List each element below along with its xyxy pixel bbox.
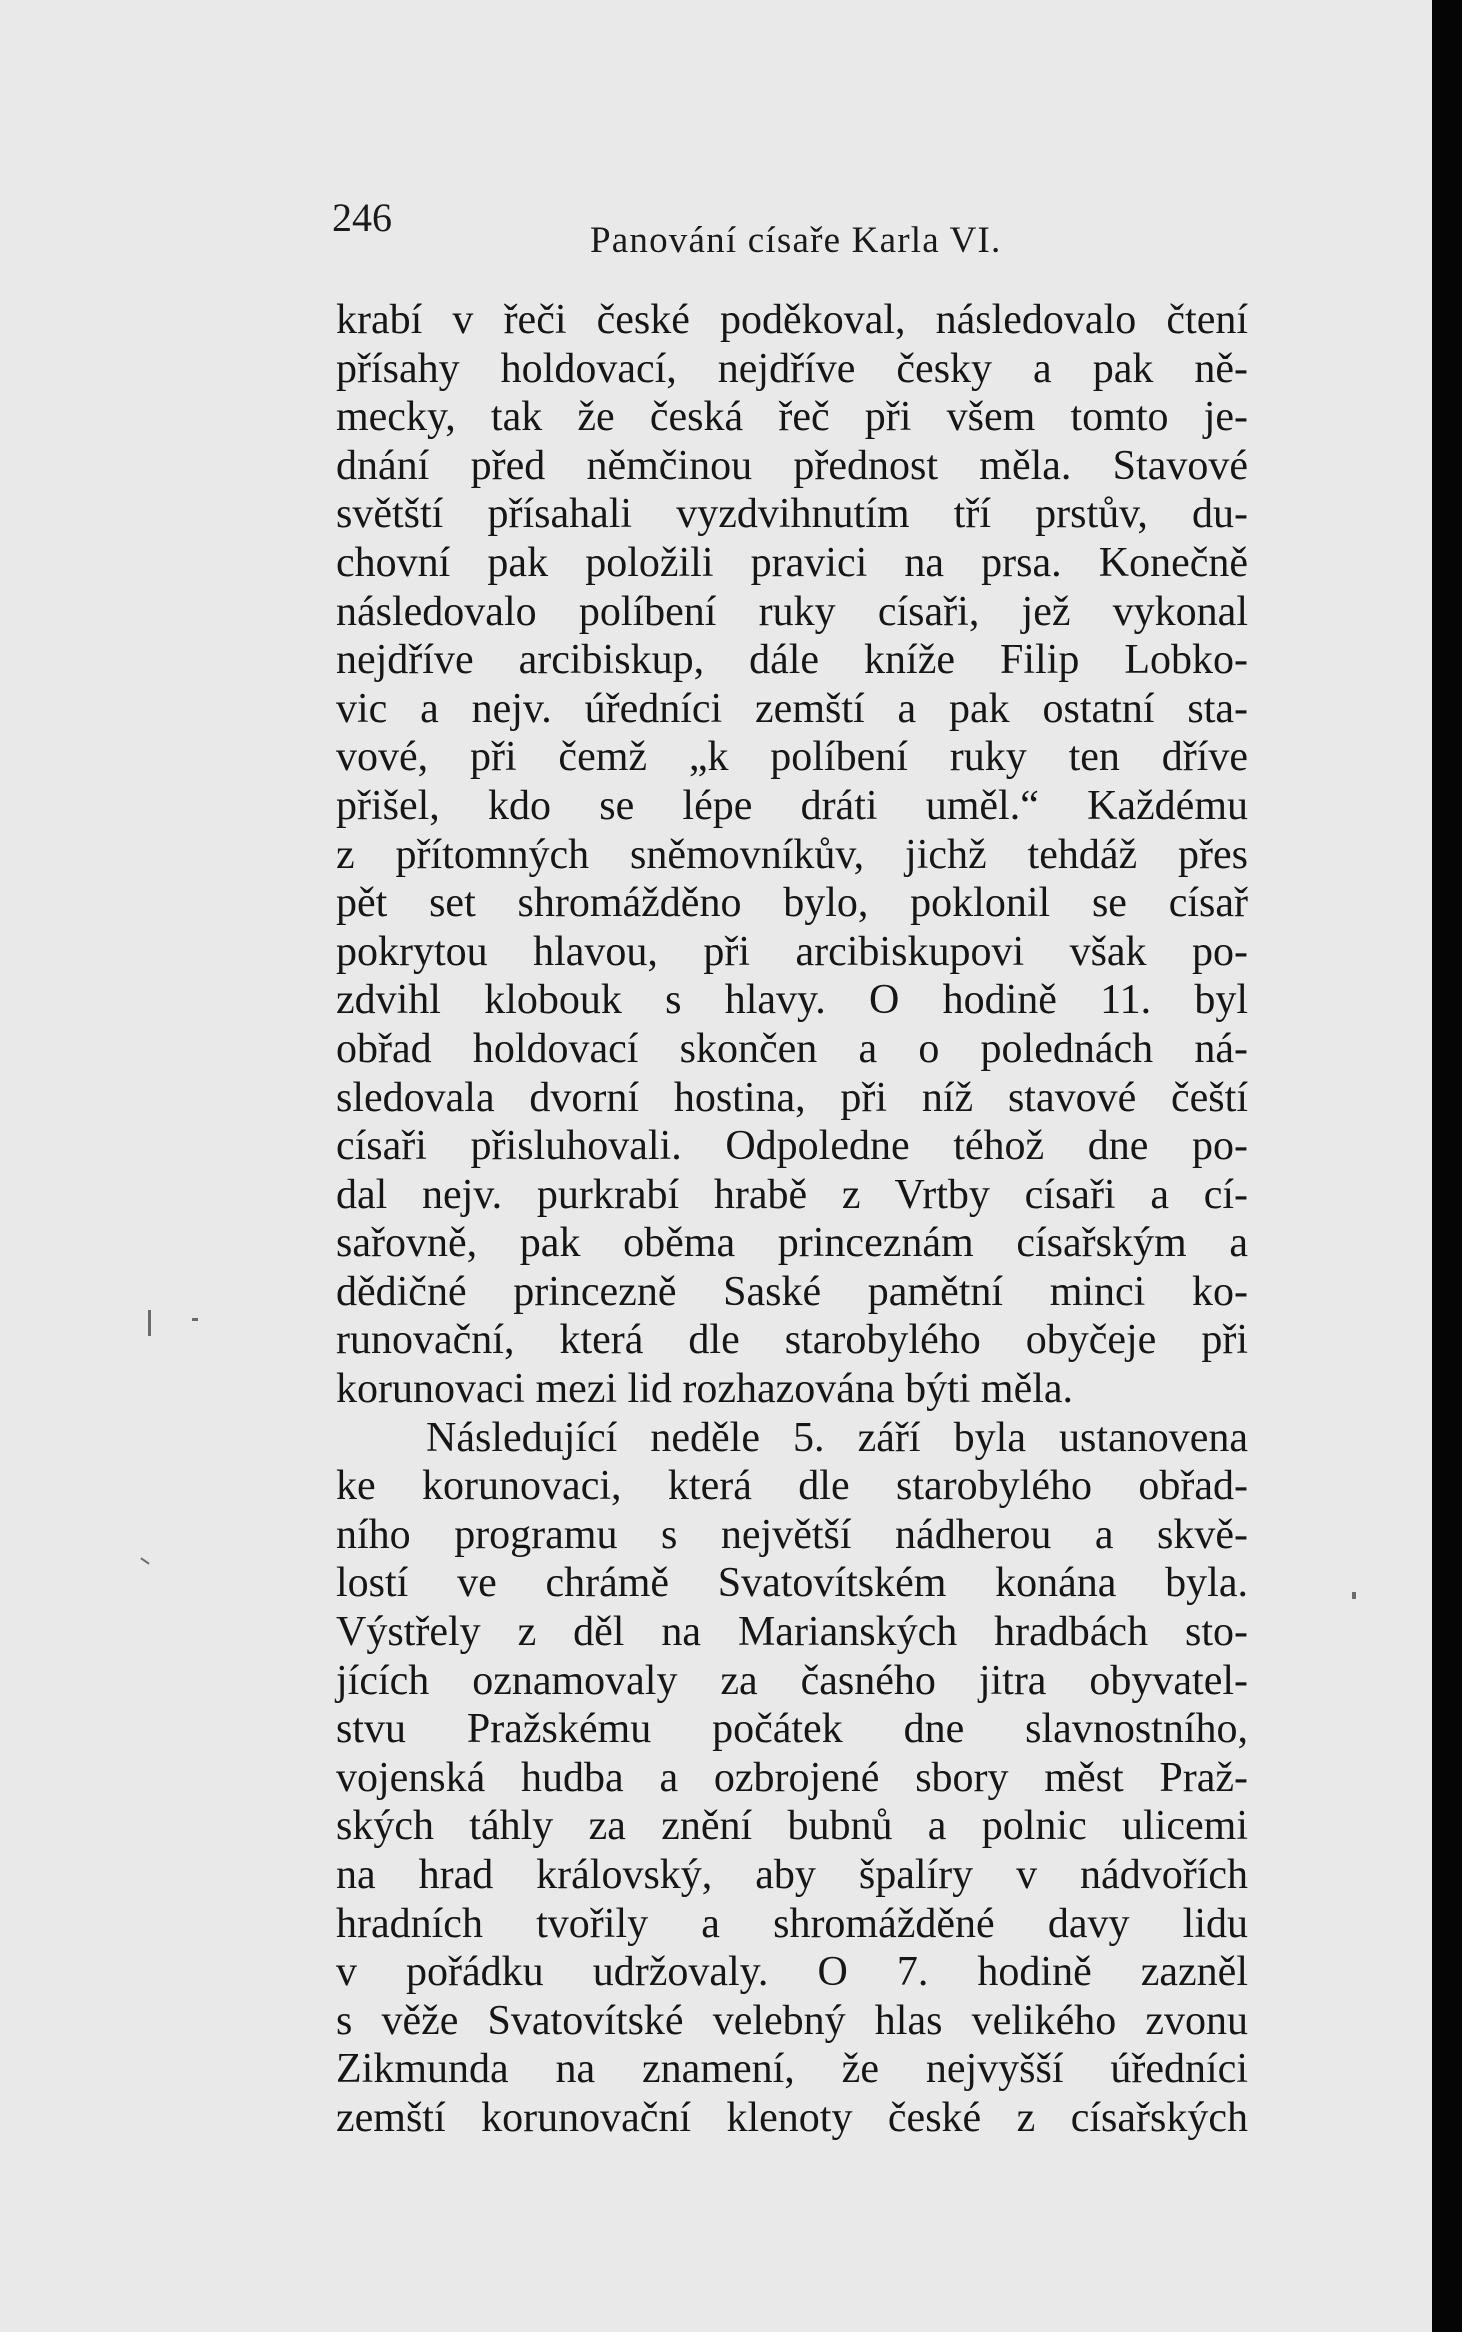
text-line: následovalo políbení ruky císaři, jež vykonal xyxy=(336,588,1248,635)
text-line: korunovaci mezi lid rozhazována býti měla. xyxy=(336,1366,1074,1413)
body-text xyxy=(336,296,1248,2143)
text-line: Výstřely z děl na Marianských hradbách sto- xyxy=(336,1609,1248,1656)
text-line: na hrad královský, aby špalíry v nádvořích xyxy=(336,1852,1248,1898)
text-line: světští přísahali vyzdvihnutím tří prstův, du- xyxy=(336,491,1248,538)
text-line: dědičné princezně Saské pamětní minci ko- xyxy=(336,1268,1248,1315)
scan-speck xyxy=(140,1557,149,1564)
text-line: obřad holdovací skončen a o polednách ná- xyxy=(336,1025,1248,1072)
text-line: sařovně, pak oběma princeznám císařským a xyxy=(336,1220,1248,1267)
text-line: pět set shromážděno bylo, poklonil se císař xyxy=(336,880,1248,927)
text-line: vojenská hudba a ozbrojené sbory měst Praž- xyxy=(336,1754,1248,1801)
text-line: stvu Pražskému počátek dne slavnostního, xyxy=(336,1706,1248,1753)
text-line: dnání před němčinou přednost měla. Stavové xyxy=(336,442,1248,489)
text-line: pokrytou hlavou, při arcibiskupovi však po- xyxy=(336,928,1248,975)
scan-speck xyxy=(192,1318,198,1321)
text-line: přísahy holdovací, nejdříve česky a pak ně- xyxy=(336,345,1248,392)
text-line: dal nejv. purkrabí hrabě z Vrtby císaři a cí- xyxy=(336,1171,1248,1218)
text-line: sledovala dvorní hostina, při níž stavové čeští xyxy=(336,1074,1248,1121)
text-line: krabí v řeči české poděkoval, následovalo čtení xyxy=(336,297,1248,343)
text-line: ke korunovaci, která dle starobylého obřad- xyxy=(336,1463,1248,1510)
running-head-title: Panování císaře Karla VI. xyxy=(590,220,1002,261)
text-line: chovní pak položili pravici na prsa. Konečně xyxy=(336,539,1248,586)
text-line: ských táhly za znění bubnů a polnic ulicemi xyxy=(336,1803,1248,1850)
scan-speck xyxy=(148,1310,151,1336)
text-line: zemští korunovační klenoty české z císařských xyxy=(336,2094,1248,2141)
text-line: nejdříve arcibiskup, dále kníže Filip Lobko- xyxy=(336,637,1248,684)
scan-right-border xyxy=(1432,0,1462,2332)
text-line: hradních tvořily a shromážděné davy lidu xyxy=(336,1900,1248,1947)
text-line: jících oznamovaly za časného jitra obyvatel- xyxy=(336,1657,1248,1704)
text-line: s věže Svatovítské velebný hlas velikého zvonu xyxy=(336,1997,1248,2044)
text-line: z přítomných sněmovníkův, jichž tehdáž přes xyxy=(336,831,1248,878)
text-line: ního programu s největší nádherou a skvě- xyxy=(336,1511,1248,1558)
text-line: v pořádku udržovaly. O 7. hodině zazněl xyxy=(336,1949,1248,1996)
page-number: 246 xyxy=(332,195,392,240)
text-line: runovační, která dle starobylého obyčeje při xyxy=(336,1317,1248,1364)
text-line: Následující neděle 5. září byla ustanovena xyxy=(426,1414,1248,1461)
text-line: vové, při čemž „k políbení ruky ten dříve xyxy=(336,734,1248,781)
scan-speck xyxy=(1352,1592,1356,1599)
text-line: Zikmunda na znamení, že nejvyšší úředníci xyxy=(336,2046,1248,2093)
text-line: císaři přisluhovali. Odpoledne téhož dne po- xyxy=(336,1123,1248,1170)
text-line: zdvihl klobouk s hlavy. O hodině 11. byl xyxy=(336,977,1248,1024)
text-line: vic a nejv. úředníci zemští a pak ostatní sta- xyxy=(336,685,1248,732)
text-line: lostí ve chrámě Svatovítském konána byla. xyxy=(336,1560,1248,1607)
text-line: mecky, tak že česká řeč při všem tomto je- xyxy=(336,394,1248,441)
text-line: přišel, kdo se lépe dráti uměl.“ Každému xyxy=(336,782,1248,829)
